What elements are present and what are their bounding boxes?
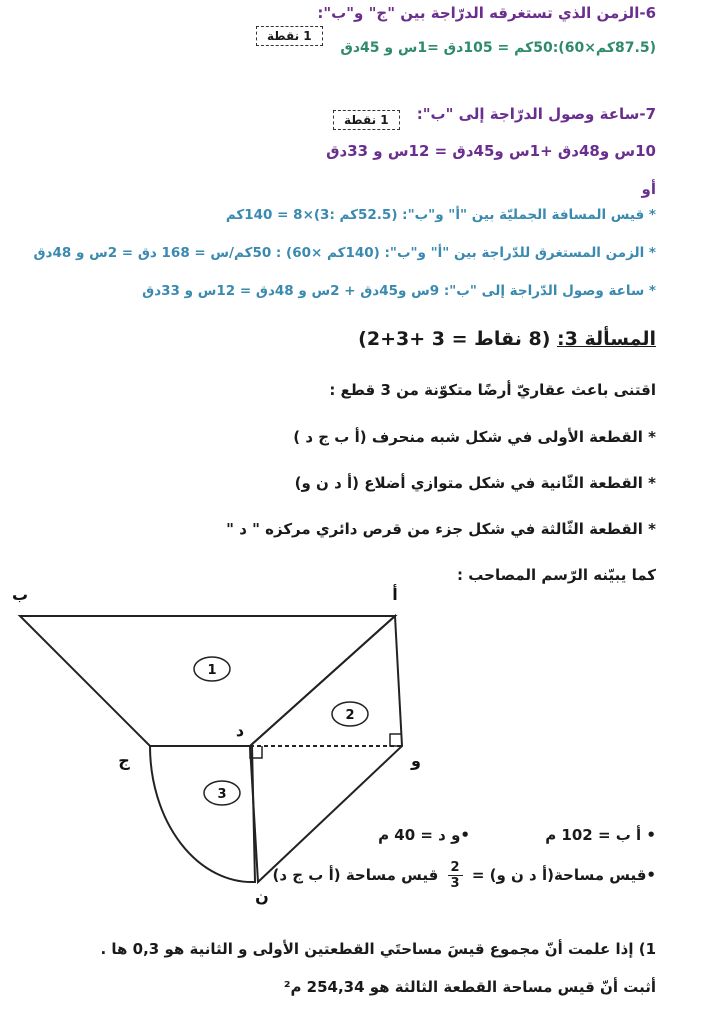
problem3-figure-intro: كما يبيّنه الرّسم المصاحب :	[457, 566, 656, 584]
section7-or: أو	[641, 180, 656, 198]
problem3-piece2: * القطعة الثّانية في شكل متوازي أضلاع (أ د ن و)	[294, 474, 656, 492]
problem3-title-points: (8 نقاط = 3 +3+2)	[358, 328, 551, 350]
right-angle-w	[390, 734, 402, 746]
section7-alt-time: * الزمن المستغرق للدّراجة بين "أ" و"ب": (140كم ×60) : 50كم/س = 168 دق = 2س و 48دق	[33, 245, 656, 261]
vertex-label-d: د	[235, 721, 245, 740]
quarter-disc	[150, 746, 255, 882]
problem3-title	[358, 328, 656, 350]
vertex-label-a: أ	[392, 585, 398, 604]
fraction-numerator: 2	[448, 860, 463, 876]
question1-continued: أثبت أنّ قيس مساحة القطعة الثالثة هو 254,34 م²	[283, 978, 656, 996]
vertex-label-n: ن	[255, 887, 269, 906]
section6-points-badge: 1 نقطة	[256, 26, 323, 46]
vertex-label-w: و	[411, 751, 421, 770]
problem3-title-label: المسألة 3:	[557, 328, 656, 350]
vertex-label-j: ج	[118, 751, 130, 770]
given-od: •و د = 40 م	[378, 826, 470, 844]
section7-points-badge: 1 نقطة	[333, 110, 400, 130]
vertex-label-b: ب	[11, 585, 29, 604]
area-relation-left: •قيس مساحة(أ د ن و) =	[471, 866, 656, 884]
area-relation-right: قيس مساحة (أ ب ج د)	[272, 866, 439, 884]
region2-label: 2	[345, 708, 355, 723]
area-relation	[273, 860, 657, 891]
given-ab: • أ ب = 102 م	[545, 826, 656, 844]
problem3-intro: اقتنى باعث عقاريّ أرضًا متكوّنة من 3 قطع :	[329, 381, 656, 399]
section7-title: 7-ساعة وصول الدرّاجة إلى "ب":	[416, 105, 656, 123]
region1-label: 1	[207, 663, 217, 678]
question1: 1) إذا علمت أنّ مجموع قيسَ مساحتَي القطعتين الأولى و الثانية هو 0,3 ها .	[100, 940, 656, 958]
fraction-denominator: 3	[450, 876, 460, 891]
section7-alt-arrival: * ساعة وصول الدّراجة إلى "ب": 9س و45دق + 2س و 48دق = 12س و 33دق	[142, 283, 656, 299]
section7-answer: 10س و48دق +1س و45دق = 12س و 33دق	[326, 142, 656, 160]
problem3-piece3: * القطعة الثّالثة في شكل جزء من قرص دائري مركزه " د "	[226, 520, 656, 538]
section6-title: 6-الزمن الذي تستغرقه الدرّاجة بين "ج" و"ب":	[317, 4, 656, 22]
fraction-two-thirds	[448, 860, 463, 891]
section6-answer: (87.5كم×60):50كم = 105دق =1س و 45دق	[340, 40, 656, 56]
problem3-piece1: * القطعة الأولى في شكل شبه منحرف (أ ب ج د )	[293, 428, 656, 446]
section7-alt-distance: * قيس المسافة الجمليّة بين "أ" و"ب": (52.5كم :3)×8 = 140كم	[225, 207, 656, 223]
region3-label: 3	[217, 787, 227, 802]
